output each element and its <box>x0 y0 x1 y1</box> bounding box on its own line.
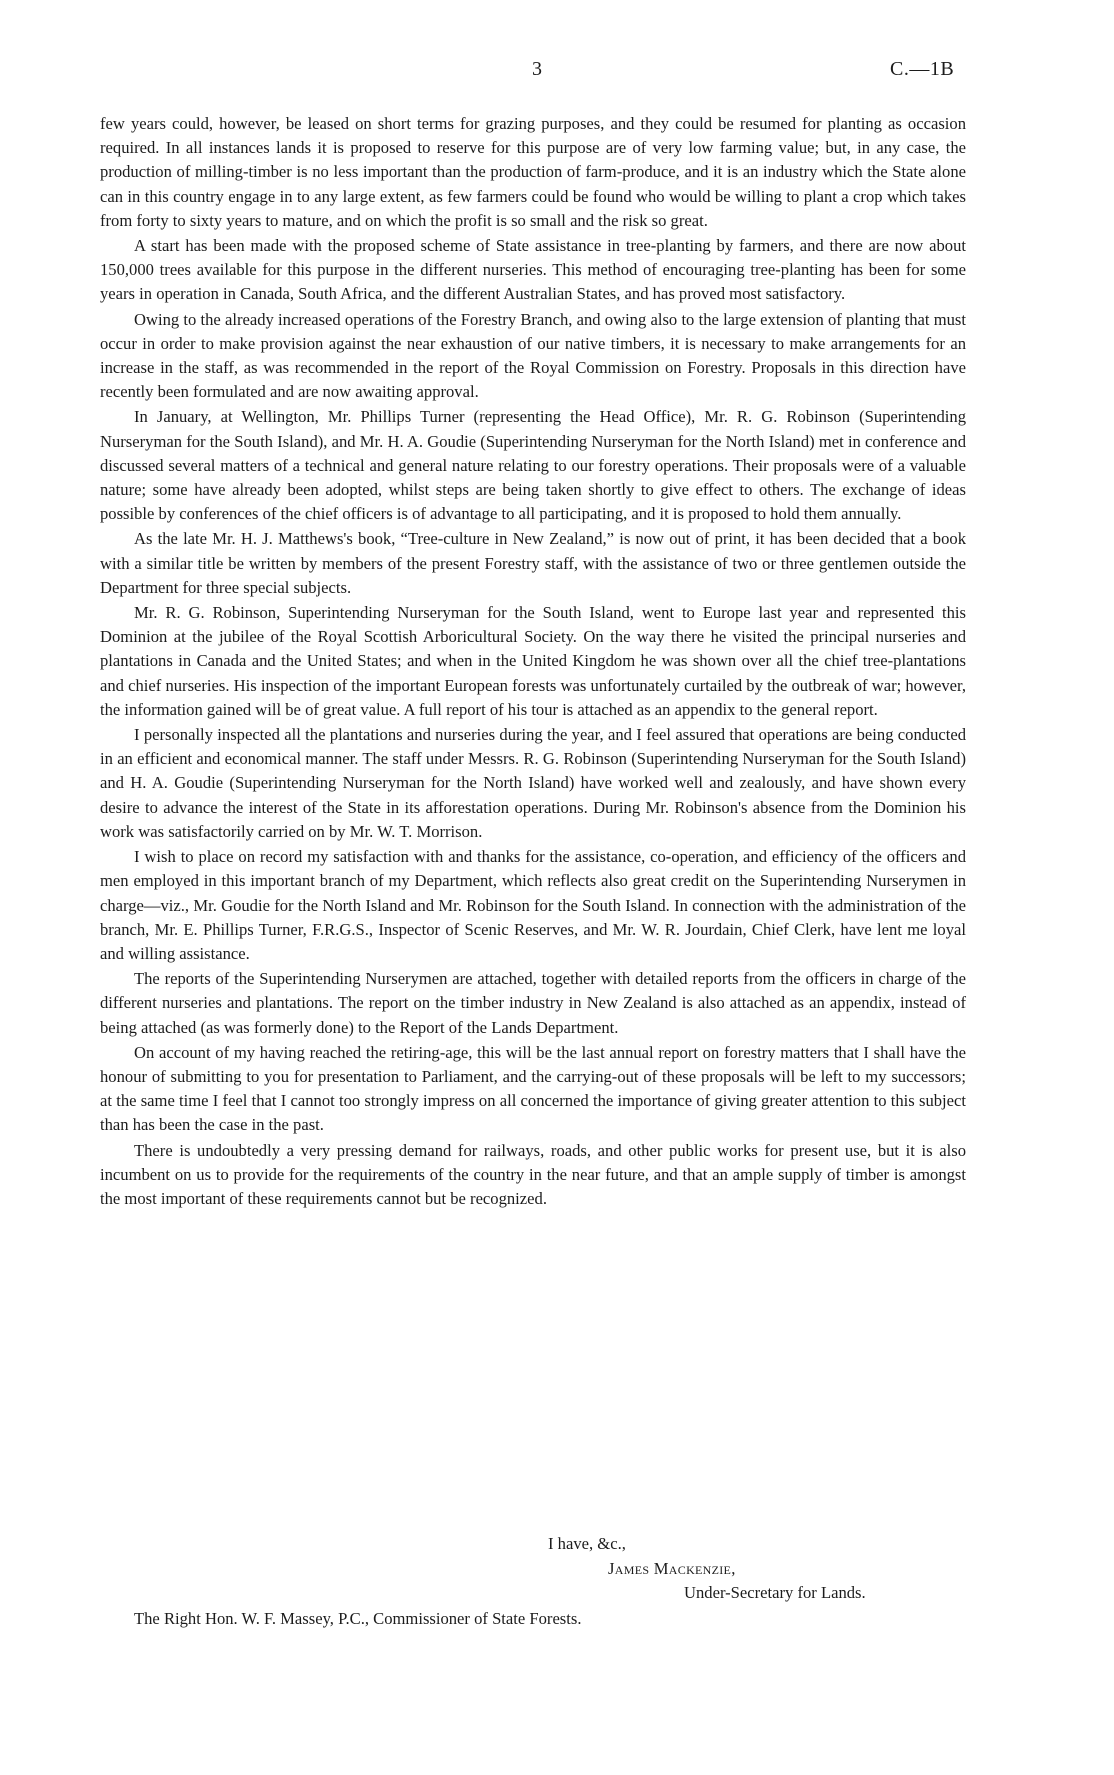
signatory-title: Under-Secretary for Lands. <box>684 1583 866 1602</box>
paragraph-reports-attached: The reports of the Superintending Nurserymen are attached, together with detailed reports from the officers in charge of the different nurseries and plantations. The report on the timber industry in New Zealand is also attached as an appendix, instead of being attached (as was formerly done) to the Report of the Lands Department. <box>100 969 966 1037</box>
page-number: 3 <box>532 58 542 80</box>
paragraph-tree-planting-assistance: A start has been made with the proposed scheme of State assistance in tree-planting by farmers, and there are now about 150,000 trees available for this purpose in the different nurseries. This method of encouraging tree-planting has been for some years in operation in Canada, South Africa, and the different Australian States, and has proved most satisfactory. <box>100 236 966 304</box>
paragraph-staff-increase: Owing to the already increased operations of the Forestry Branch, and owing also to the large extension of planting that must occur in order to make provision against the near exhaustion of our native timbers, it is necessary to make arrangements for an increase in the staff, as was recommended in the report of the Royal Commission on Forestry. Proposals in this direction have recently been formulated and are now awaiting approval. <box>100 309 966 402</box>
paragraph-retirement: On account of my having reached the retiring-age, this will be the last annual report on forestry matters that I shall have the honour of submitting to you for presentation to Parliament, and the carrying-out of these proposals will be left to my successors; at the same time I feel that I cannot too strongly impress on all concerned the importance of giving greater attention to this subject than has been the case in the past. <box>100 1042 966 1135</box>
addressee: The Right Hon. W. F. Massey, P.C., Commissioner of State Forests. <box>134 1609 582 1628</box>
paragraph-tree-culture-book: As the late Mr. H. J. Matthews's book, “Tree-culture in New Zealand,” is now out of print, it has been decided that a book with a similar title be written by members of the present Forestry staff, with the assistance of two or three gentlemen outside the Department for three special subjects. <box>100 529 966 597</box>
letter-closing <box>100 1532 966 1606</box>
paragraph-robinson-europe: Mr. R. G. Robinson, Superintending Nurseryman for the South Island, went to Europe last year and represented this Dominion at the jubilee of the Royal Scottish Arboricultural Society. On the way there he visited the principal nurseries and plantations in Canada and the United States; and when in the United Kingdom he was shown over all the chief tree-plantations and chief nurseries. His inspection of the important European forests was unfortunately curtailed by the outbreak of war; however, the information gained will be of great value. A full report of his tour is attached as an appendix to the general report. <box>100 603 966 719</box>
report-body <box>100 112 966 1212</box>
paragraph-inspection: I personally inspected all the plantations and nurseries during the year, and I feel assured that operations are being conducted in an efficient and economical manner. The staff under Messrs. R. G. Robinson (Superintending Nurseryman for the South Island) and H. A. Goudie (Superintending Nurseryman for the North Island) have worked well and zealously, and have shown every desire to advance the interest of the State in its afforestation operations. During Mr. Robinson's absence from the Dominion his work was satisfactorily carried on by Mr. W. T. Morrison. <box>100 725 966 841</box>
signatory-name: James Mackenzie, <box>608 1558 736 1578</box>
paragraph-continuation: few years could, however, be leased on short terms for grazing purposes, and they could be resumed for planting as occasion required. In all instances lands it is proposed to reserve for this purpose are of very low farming value; but, in any case, the production of milling-timber is no less important than the production of farm-produce, and it is an industry which the State alone can in this country engage in to any large extent, as few farmers could be found who would be willing to plant a crop which takes from forty to sixty years to mature, and on which the profit is so small and the risk so great. <box>100 114 966 230</box>
document-reference: C.—1B <box>890 58 955 80</box>
paragraph-public-works: There is undoubtedly a very pressing demand for railways, roads, and other public works for present use, but it is also incumbent on us to provide for the requirements of the country in the near future, and that an ample supply of timber is amongst the most important of these requirements cannot but be recognized. <box>100 1140 966 1208</box>
paragraph-thanks: I wish to place on record my satisfaction with and thanks for the assistance, co-operation, and efficiency of the officers and men employed in this important branch of my Department, which reflects also great credit on the Superintending Nurserymen in charge—viz., Mr. Goudie for the North Island and Mr. Robinson for the South Island. In connection with the administration of the branch, Mr. E. Phillips Turner, F.R.G.S., Inspector of Scenic Reserves, and Mr. W. R. Jourdain, Chief Clerk, have lent me loyal and willing assistance. <box>100 847 966 963</box>
salutation: I have, &c., <box>548 1534 626 1553</box>
paragraph-wellington-conference: In January, at Wellington, Mr. Phillips Turner (representing the Head Office), Mr. R. G. Robinson (Superintending Nurseryman for the South Island), and Mr. H. A. Goudie (Superintending Nurseryman for the North Island) met in conference and discussed several matters of a technical and general nature relating to our forestry operations. Their proposals were of a valuable nature; some have already been adopted, whilst steps are being taken shortly to give effect to others. The exchange of ideas possible by conferences of the chief officers is of advantage to all participating, and it is proposed to hold them annually. <box>100 407 966 524</box>
